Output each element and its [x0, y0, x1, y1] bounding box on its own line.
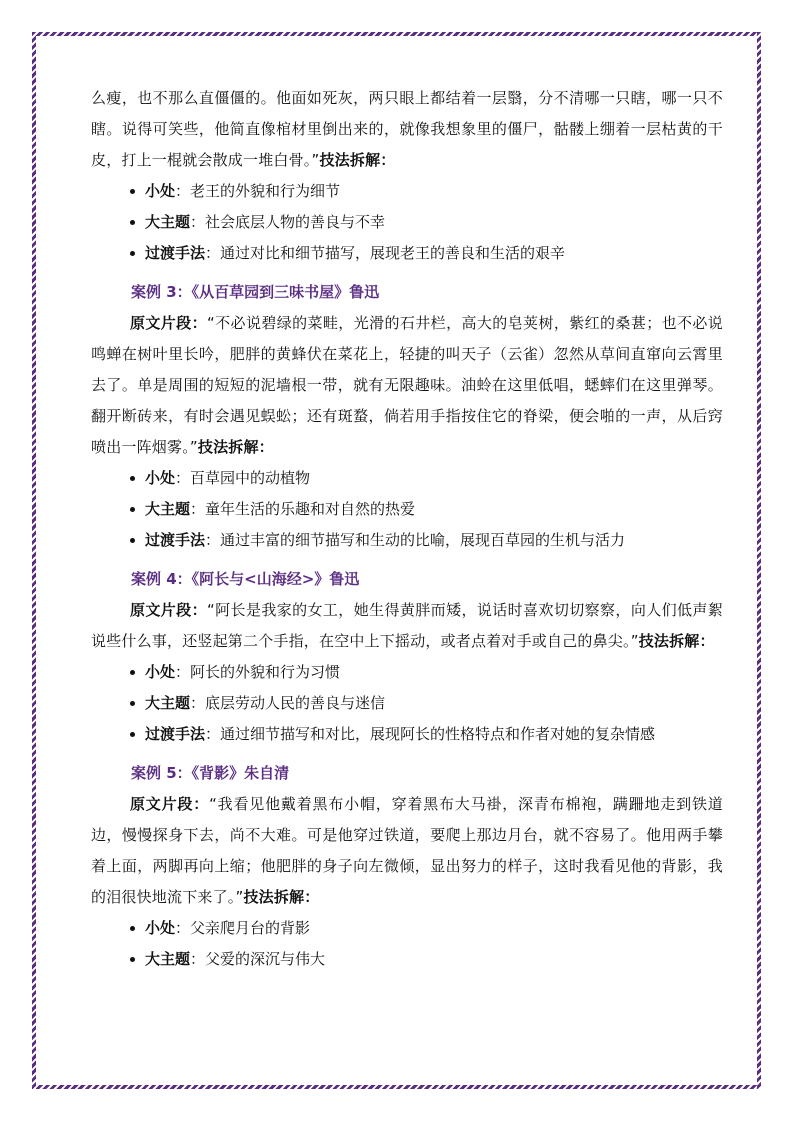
case-4-excerpt: [91, 595, 723, 657]
point-sep: ：: [175, 663, 191, 681]
excerpt-text: “我看见他戴着黑布小帽，穿着黑布大马褂，深青布棉袍，蹒跚地走到铁道边，慢慢探身下去，尚不大难。可是他穿过铁道，要爬上那边月台，就不容易了。他用两手攀着上面，两脚再向上缩；他肥胖的身子向左微倾，显出努力的样子，这时我看见他的背影，我的泪很快地流下来了。”: [91, 795, 723, 906]
case-4-title: 案例 4：《阿长与<山海经>》鲁迅: [131, 570, 360, 588]
bullet-icon: [130, 732, 135, 737]
bullet-icon: [130, 926, 135, 931]
point-text: 父亲爬月台的背影: [190, 919, 311, 937]
point-label: 过渡手法: [145, 725, 206, 743]
point-label: 大主题: [145, 694, 191, 712]
point-sep: ：: [175, 182, 191, 200]
point-label: 小处: [145, 469, 176, 487]
list-item: [130, 944, 723, 975]
list-item: [130, 207, 723, 238]
list-item: [130, 525, 723, 556]
point-label: 过渡手法: [145, 531, 206, 549]
border-top: [32, 32, 761, 36]
point-sep: ：: [190, 694, 206, 712]
analysis-label: 技法拆解：: [319, 151, 396, 169]
document-body: [91, 83, 723, 975]
list-item: [130, 238, 723, 269]
point-text: 通过丰富的细节描写和生动的比喻，展现百草园的生机与活力: [220, 531, 626, 549]
point-text: 父爱的深沉与伟大: [205, 950, 326, 968]
point-text: 底层劳动人民的善良与迷信: [205, 694, 386, 712]
case-3-title: 案例 3：《从百草园到三味书屋》鲁迅: [131, 283, 380, 301]
excerpt-text: “不必说碧绿的菜畦，光滑的石井栏，高大的皂荚树，紫红的桑葚；也不必说鸣蝉在树叶里长吟，肥胖的黄蜂伏在菜花上，轻捷的叫天子（云雀）忽然从草间直窜向云霄里去了。单是周围的短短的泥墙根一带，就有无限趣味。油蛉在这里低唱，蟋蟀们在这里弹琴。翻开断砖来，有时会遇见蜈蚣；还有斑蝥，倘若用手指按住它的脊梁，便会啪的一声，从后窍喷出一阵烟雾。”: [91, 314, 723, 456]
point-sep: ：: [190, 213, 206, 231]
point-label: 小处: [145, 663, 176, 681]
point-label: 小处: [145, 919, 176, 937]
point-sep: ：: [190, 500, 206, 518]
bullet-icon: [130, 538, 135, 543]
intro-text: 么瘦，也不那么直僵僵的。他面如死灰，两只眼上都结着一层翳，分不清哪一只瞎，哪一只不瞎。说得可笑些，他简直像棺材里倒出来的，就像我想象里的僵尸，骷髅上绷着一层枯黄的干皮，打上一棍就会散成一堆白骨。”: [91, 89, 723, 169]
excerpt-label: 原文片段：: [130, 601, 207, 619]
point-label: 大主题: [145, 213, 191, 231]
point-label: 过渡手法: [145, 244, 206, 262]
point-text: 通过细节描写和对比，展现阿长的性格特点和作者对她的复杂情感: [220, 725, 656, 743]
case-3-points: [91, 463, 723, 556]
case-5-excerpt: [91, 789, 723, 913]
excerpt-label: 原文片段：: [130, 795, 210, 813]
point-sep: ：: [190, 950, 206, 968]
case-5-title: 案例 5：《背影》朱自清: [131, 764, 290, 782]
list-item: [130, 719, 723, 750]
intro-points: [91, 176, 723, 269]
point-sep: ：: [175, 469, 191, 487]
point-sep: ：: [205, 725, 221, 743]
point-label: 大主题: [145, 500, 191, 518]
bullet-icon: [130, 507, 135, 512]
list-item: [130, 688, 723, 719]
list-item: [130, 463, 723, 494]
point-label: 大主题: [145, 950, 191, 968]
point-text: 阿长的外貌和行为习惯: [190, 663, 341, 681]
case-3-excerpt: [91, 308, 723, 463]
point-sep: ：: [205, 244, 221, 262]
point-text: 社会底层人物的善良与不幸: [205, 213, 386, 231]
excerpt-text: “阿长是我家的女工，她生得黄胖而矮，说话时喜欢切切察察，向人们低声絮说些什么事，还竖起第二个手指，在空中上下摇动，或者点着对手或自己的鼻尖。”: [91, 601, 723, 650]
list-item: [130, 657, 723, 688]
point-text: 童年生活的乐趣和对自然的热爱: [205, 500, 416, 518]
point-text: 百草园中的动植物: [190, 469, 311, 487]
point-text: 通过对比和细节描写，展现老王的善良和生活的艰辛: [220, 244, 566, 262]
bullet-icon: [130, 957, 135, 962]
analysis-label: 技法拆解：: [197, 438, 274, 456]
point-text: 老王的外貌和行为细节: [190, 182, 341, 200]
bullet-icon: [130, 189, 135, 194]
bullet-icon: [130, 701, 135, 706]
analysis-label: 技法拆解：: [638, 632, 715, 650]
bullet-icon: [130, 251, 135, 256]
intro-paragraph: [91, 83, 723, 176]
point-sep: ：: [205, 531, 221, 549]
list-item: [130, 176, 723, 207]
point-sep: ：: [175, 919, 191, 937]
bullet-icon: [130, 670, 135, 675]
case-4-points: [91, 657, 723, 750]
point-label: 小处: [145, 182, 176, 200]
case-5-points: [91, 913, 723, 975]
border-left: [32, 32, 36, 1089]
bullet-icon: [130, 476, 135, 481]
bullet-icon: [130, 220, 135, 225]
border-bottom: [32, 1085, 761, 1089]
excerpt-label: 原文片段：: [130, 314, 207, 332]
list-item: [130, 913, 723, 944]
list-item: [130, 494, 723, 525]
border-right: [757, 32, 761, 1089]
analysis-label: 技法拆解：: [243, 888, 320, 906]
